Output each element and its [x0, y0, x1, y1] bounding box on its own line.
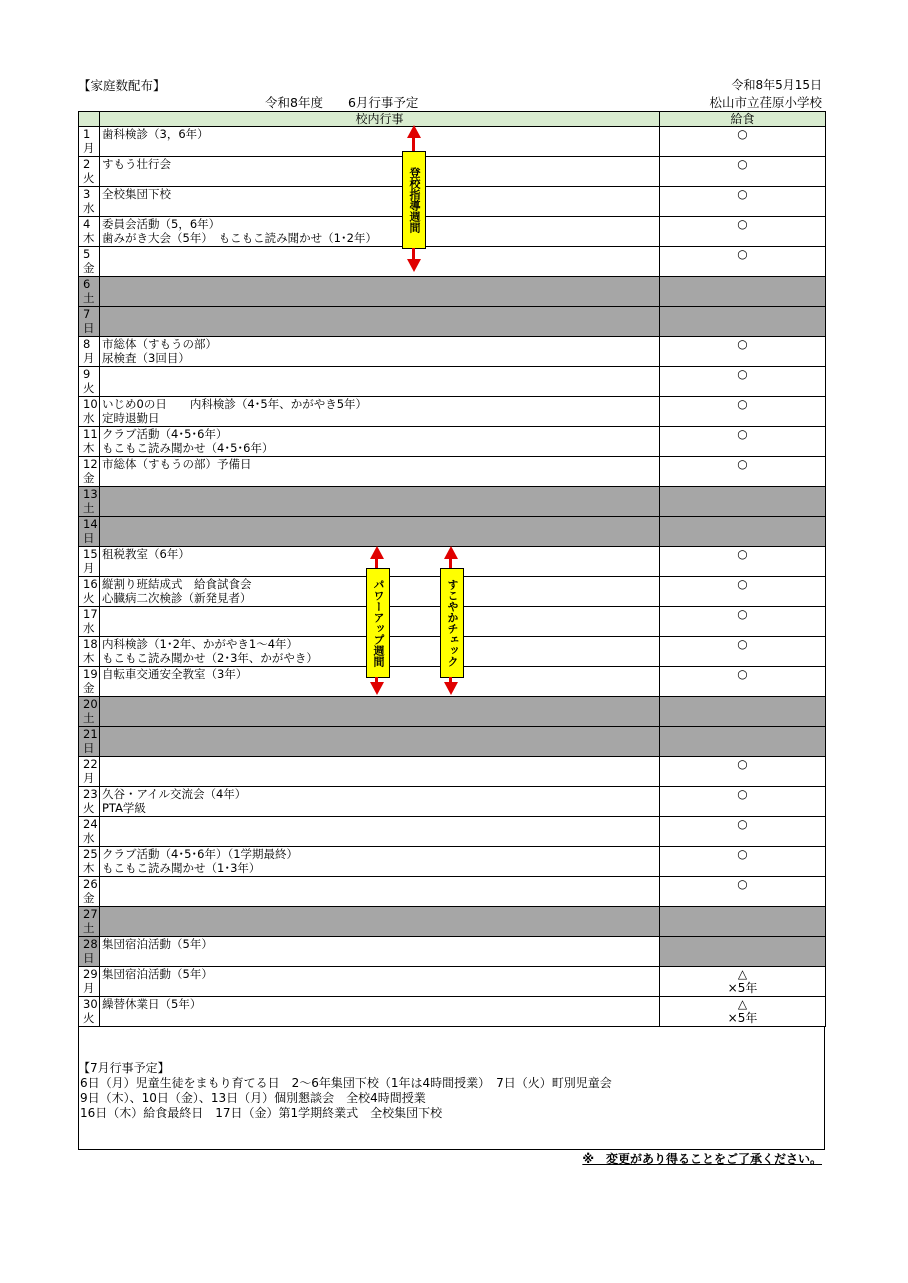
day-cell	[79, 397, 100, 427]
weekday: 月	[83, 771, 95, 785]
lunch-mark: ○	[737, 337, 748, 351]
table-header-row	[79, 112, 826, 127]
day-cell	[79, 277, 100, 307]
lunch-mark: ○	[737, 607, 748, 621]
events-cell	[100, 157, 660, 187]
day-number: 23	[83, 787, 98, 801]
weekday: 土	[83, 501, 95, 515]
lunch-mark: ○	[737, 757, 748, 771]
tokou-arrow-line-top	[412, 136, 415, 152]
events-cell	[100, 967, 660, 997]
lunch-mark: ○	[737, 247, 748, 261]
lunch-cell	[660, 487, 826, 517]
lunch-cell	[660, 187, 826, 217]
lunch-cell	[660, 637, 826, 667]
lunch-mark: ○	[737, 127, 748, 141]
events-cell	[100, 847, 660, 877]
events-cell	[100, 757, 660, 787]
weekday: 月	[83, 561, 95, 575]
weekday: 火	[83, 171, 95, 185]
powerup-bar	[366, 568, 390, 678]
lunch-mark: ○	[737, 547, 748, 561]
table-row	[79, 847, 826, 877]
weekday: 日	[83, 531, 95, 545]
table-row	[79, 817, 826, 847]
events-cell	[100, 217, 660, 247]
day-number: 24	[83, 817, 98, 831]
day-cell	[79, 487, 100, 517]
lunch-cell	[660, 607, 826, 637]
july-line-2: 9日（木）、10日（金）、13日（月）個別懇談会 全校4時間授業	[80, 1091, 426, 1105]
event-text: 集団宿泊活動（5年）	[102, 967, 213, 981]
day-number: 20	[83, 697, 98, 711]
weekday: 土	[83, 921, 95, 935]
lunch-mark: ○	[737, 637, 748, 651]
table-row	[79, 997, 826, 1027]
event-text: もこもこ読み聞かせ（1･3年）	[102, 861, 261, 875]
day-number: 19	[83, 667, 98, 681]
event-text: 市総体（すもうの部）	[102, 337, 217, 351]
table-row	[79, 967, 826, 997]
lunch-mark: ○	[737, 157, 748, 171]
day-number: 17	[83, 607, 98, 621]
lunch-cell	[660, 757, 826, 787]
day-cell	[79, 787, 100, 817]
day-cell	[79, 997, 100, 1027]
events-cell	[100, 307, 660, 337]
day-number: 5	[83, 247, 91, 261]
issue-date: 令和8年5月15日	[731, 78, 822, 92]
sukoyaka-bar	[440, 568, 464, 678]
day-cell	[79, 547, 100, 577]
lunch-cell	[660, 997, 826, 1027]
weekday: 日	[83, 321, 95, 335]
lunch-mark: ○	[737, 577, 748, 591]
event-text: 市総体（すもうの部）予備日	[102, 457, 252, 471]
table-row	[79, 427, 826, 457]
events-cell	[100, 187, 660, 217]
lunch-mark: ○	[737, 217, 748, 231]
event-text: 全校集団下校	[102, 187, 171, 201]
weekday: 火	[83, 591, 95, 605]
lunch-cell	[660, 817, 826, 847]
day-number: 22	[83, 757, 98, 771]
events-cell	[100, 277, 660, 307]
weekday: 水	[83, 411, 95, 425]
weekday: 木	[83, 861, 95, 875]
lunch-cell	[660, 967, 826, 997]
events-cell	[100, 697, 660, 727]
table-row	[79, 757, 826, 787]
weekday: 月	[83, 351, 95, 365]
event-text: 委員会活動（5，6年）	[102, 217, 221, 231]
events-cell	[100, 517, 660, 547]
table-row	[79, 247, 826, 277]
powerup-label: パワーアップ週間	[372, 579, 385, 667]
table-row	[79, 487, 826, 517]
day-number: 1	[83, 127, 91, 141]
lunch-cell	[660, 667, 826, 697]
table-row	[79, 517, 826, 547]
day-cell	[79, 847, 100, 877]
table-row	[79, 277, 826, 307]
lunch-mark: ○	[737, 817, 748, 831]
lunch-cell	[660, 577, 826, 607]
events-cell	[100, 817, 660, 847]
day-number: 13	[83, 487, 98, 501]
day-number: 28	[83, 937, 98, 951]
lunch-mark: ○	[737, 787, 748, 801]
july-line-3: 16日（木）給食最終日 17日（金）第1学期終業式 全校集団下校	[80, 1106, 443, 1120]
day-cell	[79, 967, 100, 997]
tokou-arrow-down	[407, 259, 421, 272]
lunch-cell	[660, 427, 826, 457]
lunch-cell	[660, 847, 826, 877]
weekday: 土	[83, 711, 95, 725]
day-number: 6	[83, 277, 91, 291]
table-row	[79, 457, 826, 487]
day-number: 16	[83, 577, 98, 591]
weekday: 金	[83, 681, 95, 695]
day-number: 18	[83, 637, 98, 651]
events-cell	[100, 427, 660, 457]
weekday: 水	[83, 621, 95, 635]
lunch-cell	[660, 727, 826, 757]
table-row	[79, 127, 826, 157]
day-cell	[79, 337, 100, 367]
table-row	[79, 907, 826, 937]
day-cell	[79, 367, 100, 397]
lunch-cell	[660, 337, 826, 367]
day-number: 27	[83, 907, 98, 921]
weekday: 月	[83, 141, 95, 155]
weekday: 金	[83, 891, 95, 905]
header-events: 校内行事	[100, 112, 660, 127]
weekday: 月	[83, 981, 95, 995]
lunch-mark: ○	[737, 877, 748, 891]
lunch-mark: ○	[737, 397, 748, 411]
sukoyaka-label: すこやかチェック	[446, 579, 459, 667]
day-cell	[79, 937, 100, 967]
day-cell	[79, 907, 100, 937]
day-cell	[79, 817, 100, 847]
footnote: ※ 変更があり得ることをご了承ください。	[582, 1152, 822, 1166]
lunch-cell	[660, 547, 826, 577]
table-row	[79, 727, 826, 757]
lunch-cell	[660, 787, 826, 817]
event-text: 定時退勤日	[102, 411, 160, 425]
event-text: 集団宿泊活動（5年）	[102, 937, 213, 951]
july-heading: 【7月行事予定】	[78, 1061, 170, 1075]
day-cell	[79, 157, 100, 187]
events-cell	[100, 127, 660, 157]
day-cell	[79, 187, 100, 217]
event-text: もこもこ読み聞かせ（4･5･6年）	[102, 441, 274, 455]
day-number: 26	[83, 877, 98, 891]
school-name: 松山市立荏原小学校	[709, 95, 822, 110]
page-title: 令和8年度 6月行事予定	[265, 95, 419, 110]
event-text: 歯みがき大会（5年） もこもこ読み聞かせ（1･2年）	[102, 231, 377, 245]
event-text: 久谷・アイル交流会（4年）	[102, 787, 247, 801]
weekday: 木	[83, 441, 95, 455]
table-row	[79, 337, 826, 367]
events-cell	[100, 997, 660, 1027]
event-text: 歯科検診（3，6年）	[102, 127, 209, 141]
header-lunch: 給食	[660, 112, 826, 127]
day-cell	[79, 427, 100, 457]
lunch-cell	[660, 937, 826, 967]
day-number: 2	[83, 157, 91, 171]
table-row	[79, 217, 826, 247]
day-number: 12	[83, 457, 98, 471]
day-number: 3	[83, 187, 91, 201]
lunch-cell	[660, 907, 826, 937]
lunch-mark: ×5年	[727, 981, 758, 995]
lunch-cell	[660, 367, 826, 397]
day-number: 15	[83, 547, 98, 561]
lunch-cell	[660, 247, 826, 277]
lunch-cell	[660, 397, 826, 427]
event-text: 縦割り班結成式 給食試食会	[102, 577, 252, 591]
event-text: 租税教室（6年）	[102, 547, 190, 561]
header-day-cell	[79, 112, 100, 127]
lunch-mark: ○	[737, 427, 748, 441]
table-row	[79, 787, 826, 817]
table-row	[79, 367, 826, 397]
day-number: 4	[83, 217, 91, 231]
event-text: 自転車交通安全教室（3年）	[102, 667, 248, 681]
weekday: 火	[83, 381, 95, 395]
day-number: 29	[83, 967, 98, 981]
sukoyaka-arrow-down	[444, 682, 458, 695]
weekday: 火	[83, 801, 95, 815]
events-cell	[100, 337, 660, 367]
lunch-cell	[660, 127, 826, 157]
tokou-label: 登校指導週間	[408, 167, 421, 233]
lunch-mark: ○	[737, 847, 748, 861]
weekday: 日	[83, 951, 95, 965]
distribution-label: 【家庭数配布】	[78, 78, 166, 93]
day-cell	[79, 307, 100, 337]
table-row	[79, 877, 826, 907]
table-row	[79, 937, 826, 967]
day-cell	[79, 727, 100, 757]
table-row	[79, 397, 826, 427]
july-line-1: 6日（月）児童生徒をまもり育てる日 2～6年集団下校（1年は4時間授業） 7日（火）町別児童会	[80, 1076, 612, 1090]
lunch-cell	[660, 517, 826, 547]
day-number: 25	[83, 847, 98, 861]
weekday: 火	[83, 1011, 95, 1025]
day-number: 8	[83, 337, 91, 351]
day-cell	[79, 637, 100, 667]
event-text: 心臓病二次検診（新発見者）	[102, 591, 252, 605]
lunch-cell	[660, 697, 826, 727]
day-cell	[79, 517, 100, 547]
lunch-cell	[660, 307, 826, 337]
weekday: 木	[83, 651, 95, 665]
events-cell	[100, 457, 660, 487]
event-text: 尿検査（3回目）	[102, 351, 190, 365]
events-cell	[100, 247, 660, 277]
day-cell	[79, 127, 100, 157]
lunch-cell	[660, 277, 826, 307]
day-cell	[79, 667, 100, 697]
day-number: 21	[83, 727, 98, 741]
event-text: クラブ活動（4･5･6年）	[102, 427, 228, 441]
weekday: 日	[83, 741, 95, 755]
events-cell	[100, 367, 660, 397]
lunch-mark: ○	[737, 187, 748, 201]
lunch-mark: ○	[737, 667, 748, 681]
day-number: 7	[83, 307, 91, 321]
day-number: 10	[83, 397, 98, 411]
lunch-cell	[660, 457, 826, 487]
weekday: 水	[83, 831, 95, 845]
weekday: 金	[83, 471, 95, 485]
day-number: 14	[83, 517, 98, 531]
event-text: すもう壮行会	[102, 157, 171, 171]
day-cell	[79, 607, 100, 637]
lunch-mark: △	[737, 997, 748, 1011]
lunch-mark: ○	[737, 367, 748, 381]
tokou-bar	[402, 151, 426, 249]
day-number: 11	[83, 427, 98, 441]
event-text: 内科検診（1･2年、かがやき1～4年）	[102, 637, 299, 651]
day-cell	[79, 877, 100, 907]
events-cell	[100, 727, 660, 757]
events-cell	[100, 397, 660, 427]
weekday: 水	[83, 201, 95, 215]
table-row	[79, 157, 826, 187]
day-number: 30	[83, 997, 98, 1011]
lunch-mark: ○	[737, 457, 748, 471]
lunch-cell	[660, 217, 826, 247]
day-cell	[79, 757, 100, 787]
weekday: 金	[83, 261, 95, 275]
day-cell	[79, 697, 100, 727]
day-cell	[79, 217, 100, 247]
table-row	[79, 697, 826, 727]
weekday: 木	[83, 231, 95, 245]
event-text: クラブ活動（4･5･6年）（1学期最終）	[102, 847, 299, 861]
event-text: いじめ0の日 内科検診（4･5年、かがやき5年）	[102, 397, 368, 411]
table-row	[79, 187, 826, 217]
event-text: もこもこ読み聞かせ（2･3年、かがやき）	[102, 651, 318, 665]
events-cell	[100, 907, 660, 937]
day-cell	[79, 457, 100, 487]
day-number: 9	[83, 367, 91, 381]
lunch-mark: △	[737, 967, 748, 981]
powerup-arrow-down	[370, 682, 384, 695]
lunch-cell	[660, 157, 826, 187]
events-cell	[100, 787, 660, 817]
events-cell	[100, 487, 660, 517]
lunch-mark: ×5年	[727, 1011, 758, 1025]
events-cell	[100, 877, 660, 907]
weekday: 土	[83, 291, 95, 305]
lunch-cell	[660, 877, 826, 907]
day-cell	[79, 577, 100, 607]
event-text: 繰替休業日（5年）	[102, 997, 202, 1011]
day-cell	[79, 247, 100, 277]
table-row	[79, 307, 826, 337]
events-cell	[100, 937, 660, 967]
event-text: PTA学級	[102, 801, 146, 815]
